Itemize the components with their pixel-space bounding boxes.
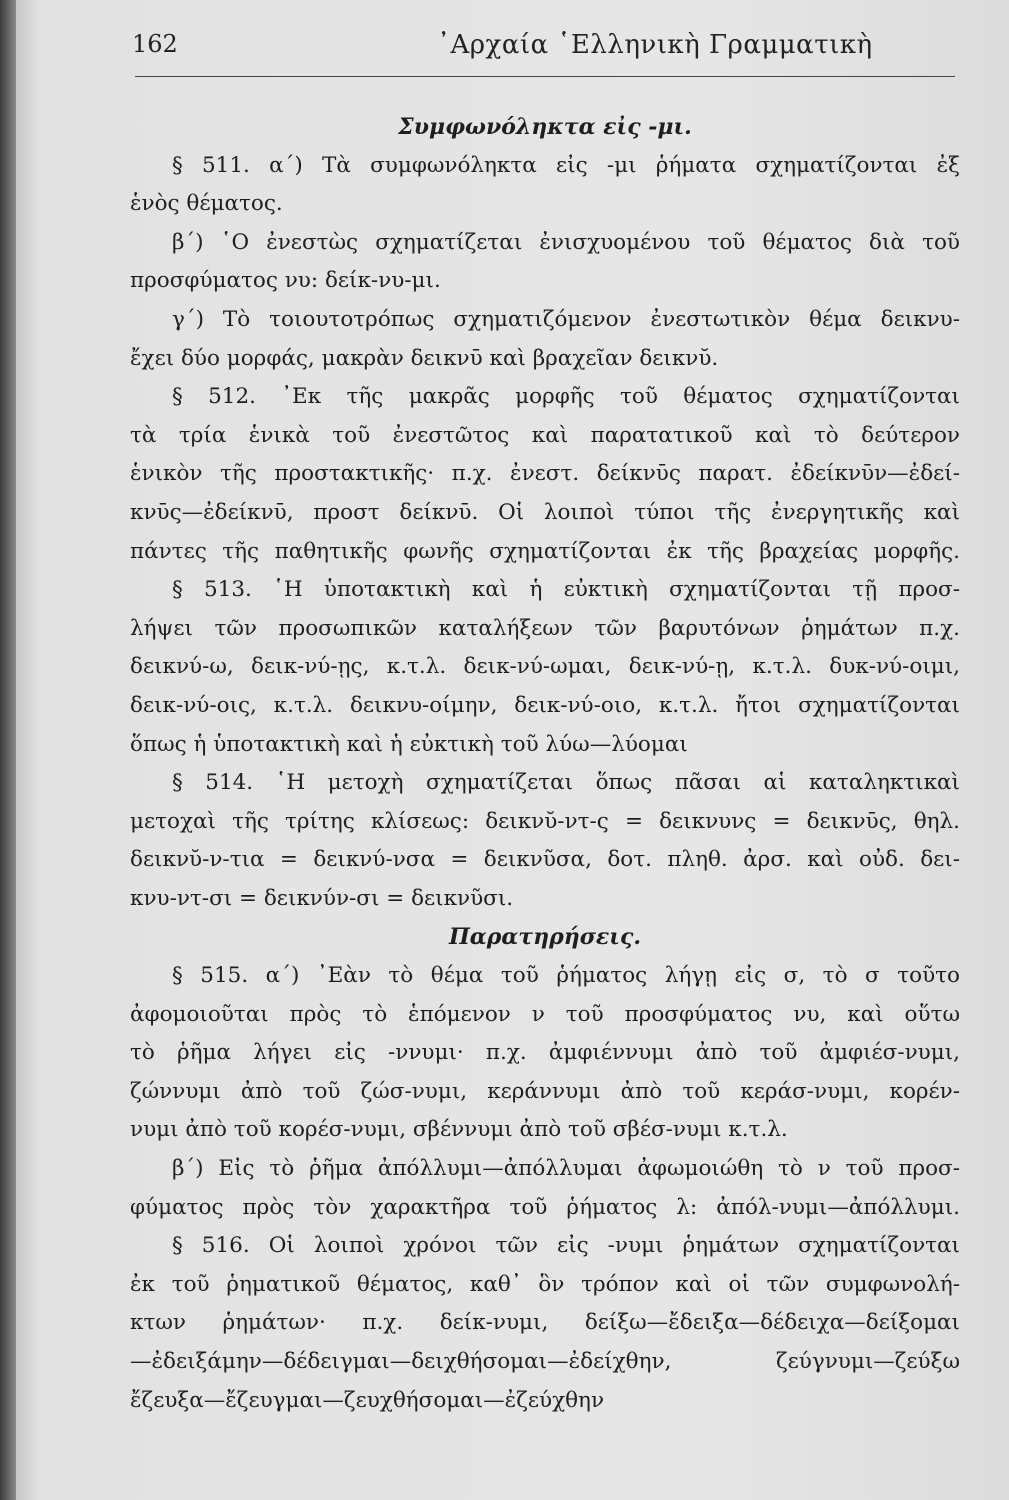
text-line: κνῡς—ἐδείκνῡ, προστ δείκνῡ. Οἱ λοιποὶ τύποι τῆς ἐνεργητικῆς καὶ <box>130 499 960 525</box>
text-line: ἑνὸς θέματος. <box>130 191 283 217</box>
text-line: τὰ τρία ἑνικὰ τοῦ ἐνεστῶτος καὶ παρατατικοῦ καὶ τὸ δεύτερον <box>130 422 960 448</box>
text-line: γ΄) Τὸ τοιουτοτρόπως σχηματιζόμενον ἐνεστωτικὸν θέμα δεικνυ- <box>172 306 960 332</box>
book-spine-shadow <box>0 0 16 1500</box>
text-line: κτων ῥημάτων· π.χ. δείκ-νυμι, δείξω—ἔδειξα—δέδειχα—δείξομαι <box>130 1310 960 1336</box>
text-line: κνυ-ντ-σι = δεικνύν-σι = δεικνῦσι. <box>130 885 514 911</box>
text-line: § 513. ῾Η ὑποτακτικὴ καὶ ἡ εὐκτικὴ σχηματίζονται τῇ προσ- <box>172 577 960 603</box>
text-line: ἀφομοιοῦται πρὸς τὸ ἑπόμενον ν τοῦ προσφύματος νυ, καὶ οὕτω <box>130 1001 960 1027</box>
text-line: ἑνικὸν τῆς προστακτικῆς· π.χ. ἐνεστ. δείκνῡς παρατ. ἐδείκνῡν—ἐδεί- <box>130 461 960 487</box>
header-rule <box>135 76 955 77</box>
text-line: ἔχει δύο μορφάς, μακρὰν δεικνῡ καὶ βραχεῖαν δεικνῠ. <box>130 345 719 371</box>
text-line: πάντες τῆς παθητικῆς φωνῆς σχηματίζονται ἐκ τῆς βραχείας μορφῆς. <box>130 538 960 564</box>
text-line: μετοχαὶ τῆς τρίτης κλίσεως: δεικνῠ-ντ-ς = δεικνυνς = δεικνῡς, θηλ. <box>130 808 960 834</box>
section-heading: Παρατηρήσεις. <box>449 924 641 951</box>
page-number: 162 <box>132 30 178 58</box>
text-line: § 515. α΄) ᾿Εὰν τὸ θέμα τοῦ ῥήματος λήγῃ εἰς σ, τὸ σ τοῦτο <box>172 963 960 989</box>
section-heading: Συμφωνόληκτα εἰς -μι. <box>398 114 692 140</box>
text-line: ὅπως ἡ ὑποτακτικὴ καὶ ἡ εὐκτικὴ τοῦ λύω—λύομαι <box>130 731 688 757</box>
text-body <box>130 108 960 1420</box>
text-line: δεικ-νύ-οις, κ.τ.λ. δεικνυ-οίμην, δεικ-νύ-οιο, κ.τ.λ. ἤτοι σχηματίζονται <box>130 692 960 718</box>
text-line: ἔζευξα—ἔζευγμαι—ζευχθήσομαι—ἐζεύχθην <box>130 1387 605 1413</box>
page-header <box>132 22 960 72</box>
running-title: ᾿Αρχαία ῾Ελληνικὴ Γραμματικὴ <box>437 30 873 60</box>
text-line: τὸ ῥῆμα λήγει εἰς -ννυμι· π.χ. ἀμφιέννυμι ἀπὸ τοῦ ἀμφιέσ-νυμι, <box>130 1040 960 1066</box>
text-line: § 516. Οἱ λοιποὶ χρόνοι τῶν εἰς -νυμι ῥημάτων σχηματίζονται <box>172 1233 960 1259</box>
text-line: φύματος πρὸς τὸν χαρακτῆρα τοῦ ῥήματος λ: ἀπόλ-νυμι—ἀπόλλυμι. <box>130 1194 960 1220</box>
text-line: § 512. ᾿Εκ τῆς μακρᾶς μορφῆς τοῦ θέματος σχηματίζονται <box>172 384 960 410</box>
text-line: δεικνύ-ω, δεικ-νύ-ῃς, κ.τ.λ. δεικ-νύ-ωμαι, δεικ-νύ-ῃ, κ.τ.λ. δυκ-νύ-οιμι, <box>130 654 960 680</box>
text-line: § 514. ῾Η μετοχὴ σχηματίζεται ὅπως πᾶσαι αἱ καταληκτικαὶ <box>172 770 960 796</box>
text-line: β΄) Εἰς τὸ ῥῆμα ἀπόλλυμι—ἀπόλλυμαι ἀφωμοιώθη τὸ ν τοῦ προσ- <box>172 1156 960 1182</box>
text-line: § 511. α΄) Τὰ συμφωνόληκτα εἰς -μι ῥήματα σχηματίζονται ἐξ <box>172 152 960 178</box>
text-line: ἐκ τοῦ ῥηματικοῦ θέματος, καθ᾿ ὃν τρόπον καὶ οἱ τῶν συμφωνολή- <box>130 1271 960 1297</box>
text-line: λήψει τῶν προσωπικῶν καταλήξεων τῶν βαρυτόνων ῥημάτων π.χ. <box>130 615 960 641</box>
text-line: δεικνῠ-ν-τια = δεικνύ-νσα = δεικνῦσα, δοτ. πληθ. ἀρσ. καὶ οὐδ. δει- <box>130 847 960 873</box>
text-line: ζώννυμι ἀπὸ τοῦ ζώσ-νυμι, κεράννυμι ἀπὸ τοῦ κεράσ-νυμι, κορέν- <box>130 1078 960 1104</box>
text-line: β΄) ῾Ο ἐνεστὼς σχηματίζεται ἐνισχυομένου τοῦ θέματος διὰ τοῦ <box>172 229 960 255</box>
text-line: προσφύματος νυ: δείκ-νυ-μι. <box>130 268 441 294</box>
text-line: —ἐδειξάμην—δέδειγμαι—δειχθήσομαι—ἐδείχθην, ζεύγνυμι—ζεύξω <box>130 1349 960 1374</box>
text-line: νυμι ἀπὸ τοῦ κορέσ-νυμι, σβέννυμι ἀπὸ τοῦ σβέσ-νυμι κ.τ.λ. <box>130 1117 788 1143</box>
